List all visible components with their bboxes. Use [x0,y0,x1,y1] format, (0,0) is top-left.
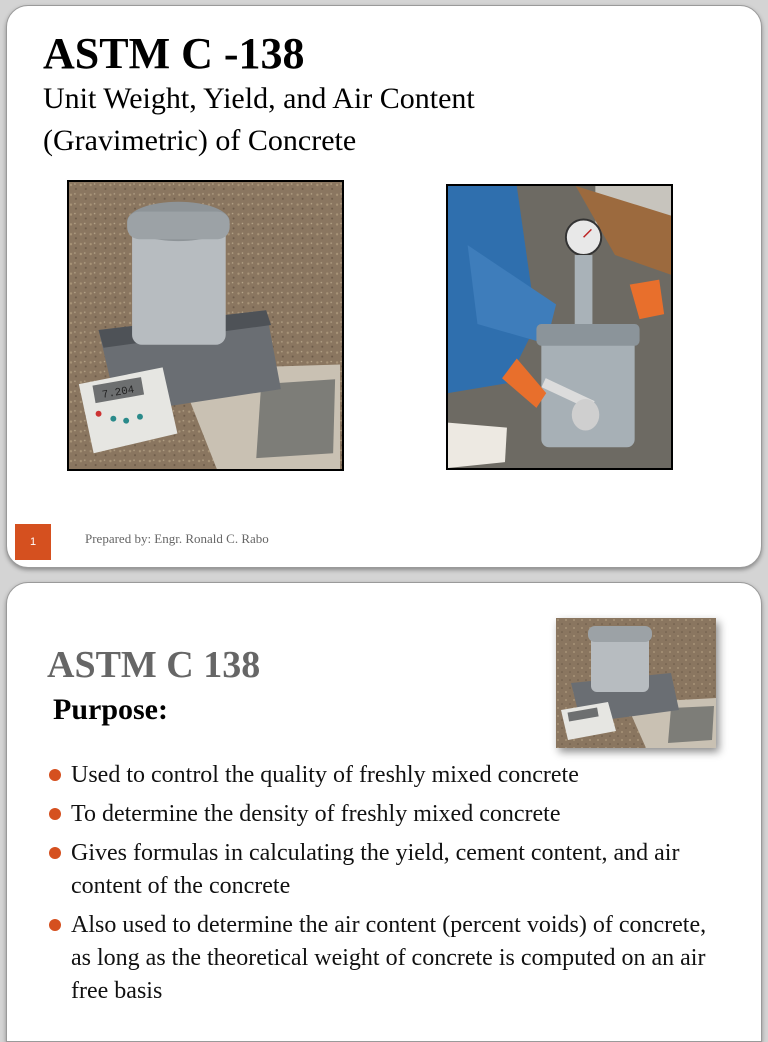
bullet-dot-icon [49,808,61,820]
scale-display-readout: 7.204 [101,384,136,402]
bullet-text: Gives formulas in calculating the yield, cement content, and air content of the concrete [71,840,680,899]
concrete-container-on-scale-photo [67,180,344,471]
footer-prepared-by: Prepared by: Engr. Ronald C. Rabo [85,531,269,546]
bullet-dot-icon [49,847,61,859]
bullet-text: Used to control the quality of freshly mixed concrete [71,762,579,788]
bullet-dot-icon [49,919,61,931]
purpose-bullet-list [47,759,727,1014]
list-item [47,798,727,831]
page-number-badge: 1 [15,524,51,560]
slide-1-title: ASTM C -138 [43,29,305,78]
purpose-heading: Purpose: [53,693,168,726]
slide-1 [6,5,762,568]
slide-2-title: ASTM C 138 [47,644,261,686]
subtitle-line-1: Unit Weight, Yield, and Air Content [43,82,475,115]
subtitle-line-2: (Gravimetric) of Concrete [43,124,357,157]
bullet-text: To determine the density of freshly mixed concrete [71,801,561,827]
bullet-dot-icon [49,769,61,781]
concrete-container-on-scale-thumbnail [556,618,716,748]
list-item [47,837,727,903]
list-item [47,759,727,792]
bullet-text: Also used to determine the air content (percent voids) of concrete, as long as the theoretical weight of concrete is computed on an air free basis [71,912,707,1004]
air-meter-test-photo [446,184,673,470]
slide-1-subtitle [43,78,643,162]
list-item [47,909,727,1008]
